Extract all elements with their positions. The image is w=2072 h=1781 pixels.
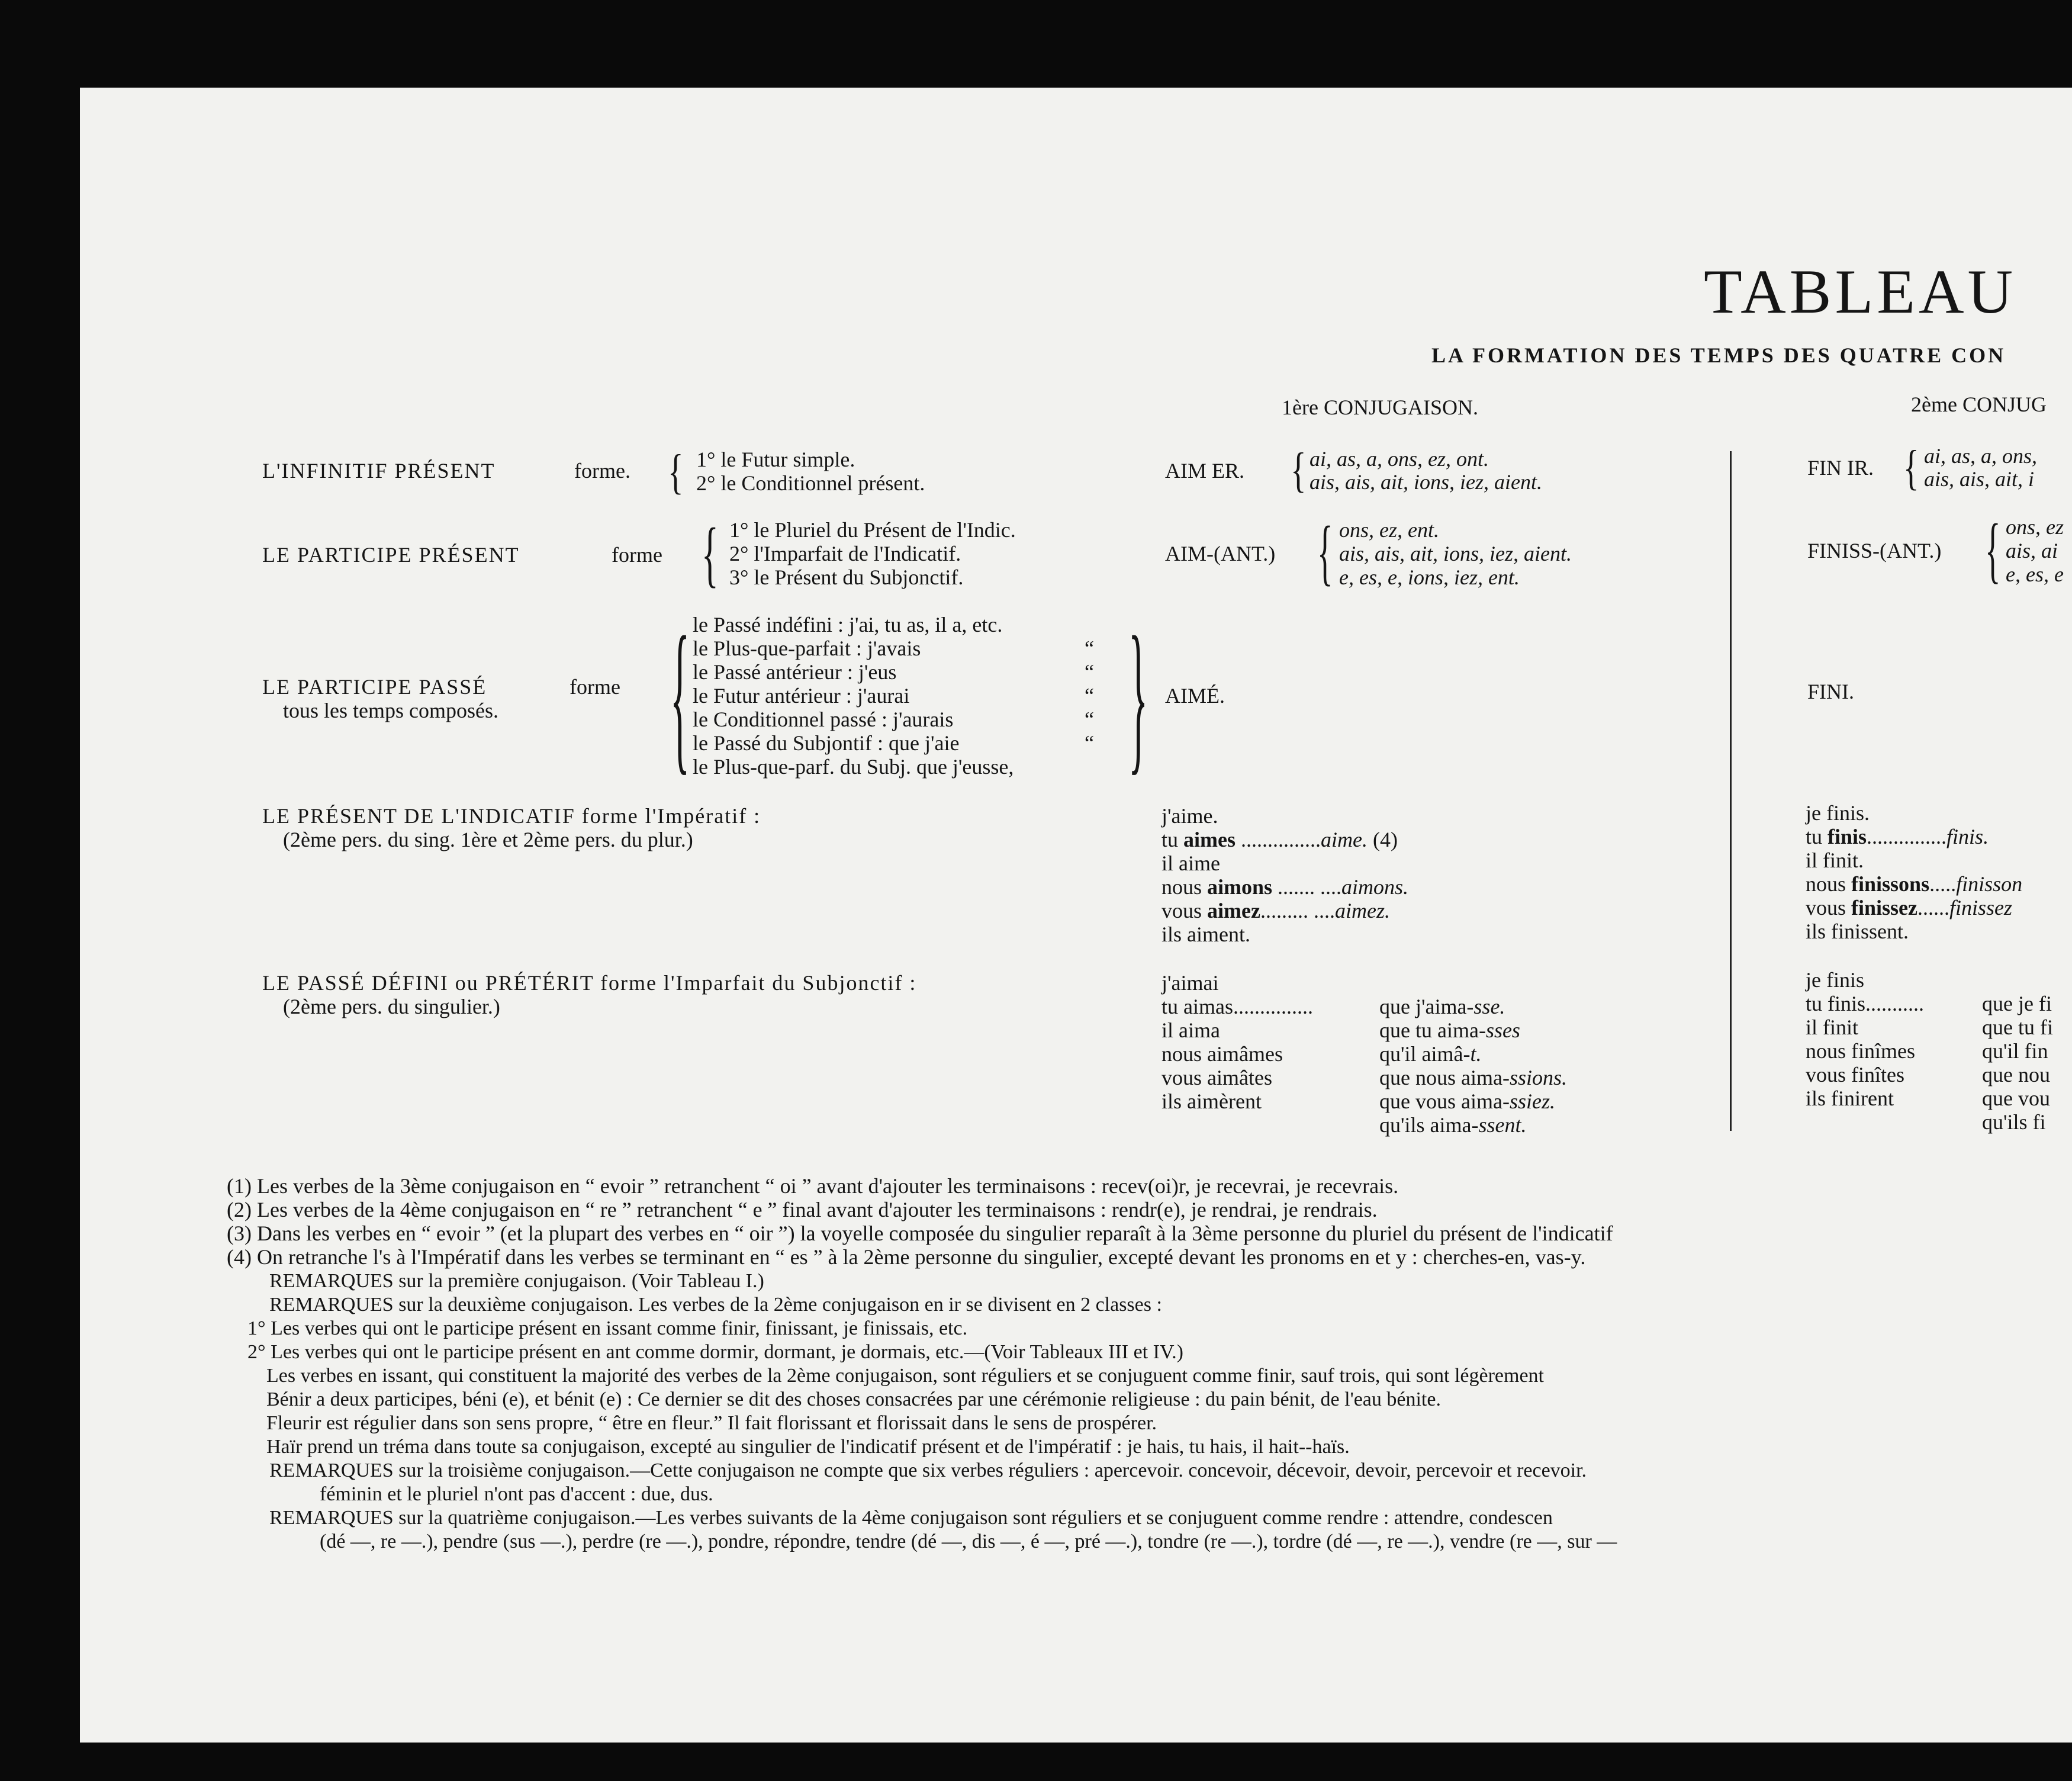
column-divider bbox=[1730, 451, 1732, 1131]
infinitif-verb: forme. bbox=[574, 459, 630, 483]
c2-part-present-ending: ons, ez bbox=[2006, 515, 2064, 539]
ditto-mark: “ bbox=[1085, 636, 1094, 660]
footnote: (1) Les verbes de la 3ème conjugaison en “ evoir ” retranchent “ oi ” avant d'ajouter les terminaisons : recev(oi)r, je recevrai, je recevrais. bbox=[227, 1174, 1399, 1198]
part-passe-item: le Conditionnel passé : j'aurais bbox=[693, 708, 954, 731]
c1-infinitif-ending: ais, ais, ait, ions, iez, aient. bbox=[1310, 470, 1543, 494]
c2-indicatif-line: tu finis...............finis. bbox=[1806, 825, 1989, 848]
footnote: (4) On retranche l's à l'Impératif dans les verbes se terminant en “ es ” à la 2ème personne du singulier, excepté devant les pronoms en et y : cherches-en, vas-y. bbox=[227, 1245, 1586, 1269]
c1-defini-left: vous aimâtes bbox=[1162, 1066, 1272, 1089]
col2-heading: 2ème CONJUG bbox=[1911, 393, 2047, 416]
infinitif-label: L'INFINITIF PRÉSENT bbox=[262, 459, 496, 483]
c2-defini-left: nous finîmes bbox=[1806, 1039, 1915, 1063]
remark: Les verbes en issant, qui constituent la majorité des verbes de la 2ème conjugaison, sont réguliers et se conjuguent comme finir, sauf trois, qui sont légèrement bbox=[266, 1365, 1545, 1387]
c1-part-present-ending: e, es, e, ions, iez, ent. bbox=[1339, 565, 1520, 589]
brace: { bbox=[1985, 509, 2001, 590]
infinitif-item: 1° le Futur simple. bbox=[696, 448, 855, 471]
remark: Haïr prend un tréma dans toute sa conjugaison, excepté au singulier de l'indicatif présent et de l'impératif : je hais, tu hais, il hait--haïs. bbox=[266, 1436, 1350, 1458]
c1-infinitif-ending: ai, as, a, ons, ez, ont. bbox=[1310, 447, 1489, 471]
c1-indicatif-line: nous aimons ....... ....aimons. bbox=[1162, 875, 1409, 899]
c1-subj-line: que tu aima-sses bbox=[1379, 1018, 1520, 1042]
c2-part-present-stem: FINISS-(ANT.) bbox=[1807, 539, 1942, 562]
infinitif-item: 2° le Conditionnel présent. bbox=[696, 471, 925, 495]
brace: { bbox=[1317, 511, 1333, 593]
c2-infinitif-ending: ai, as, a, ons, bbox=[1924, 444, 2038, 468]
remark: REMARQUES sur la première conjugaison. (Voir Tableau I.) bbox=[269, 1270, 764, 1292]
c2-part-passe: FINI. bbox=[1807, 680, 1854, 703]
ditto-mark: “ bbox=[1085, 731, 1094, 755]
remark: REMARQUES sur la troisième conjugaison.—Cette conjugaison ne compte que six verbes réguliers : apercevoir. concevoir, décevoir, devoir, percevoir et recevoir. bbox=[269, 1459, 1587, 1481]
c2-indicatif-line: il finit. bbox=[1806, 848, 1864, 872]
part-passe-line2: tous les temps composés. bbox=[283, 699, 498, 722]
c1-defini-left: j'aimai bbox=[1162, 971, 1219, 995]
c1-subj-line: qu'ils aima-ssent. bbox=[1379, 1113, 1527, 1137]
remark: 1° Les verbes qui ont le participe présent en issant comme finir, finissant, je finissais, etc. bbox=[247, 1317, 968, 1339]
c1-subj-line: que nous aima-ssions. bbox=[1379, 1066, 1567, 1089]
c1-indicatif-line: il aime bbox=[1162, 851, 1220, 875]
c2-indicatif-line: je finis. bbox=[1806, 801, 1870, 825]
page-subtitle: LA FORMATION DES TEMPS DES QUATRE CON bbox=[1431, 343, 2006, 367]
indicatif-line2: (2ème pers. du sing. 1ère et 2ème pers. du plur.) bbox=[283, 828, 693, 851]
brace: } bbox=[1128, 602, 1148, 789]
footnote: (2) Les verbes de la 4ème conjugaison en “ re ” retranchent “ e ” final avant d'ajouter les terminaisons : rendr(e), je rendrai, je rendrais. bbox=[227, 1198, 1378, 1221]
c2-subj-line: que nou bbox=[1982, 1063, 2050, 1086]
c1-part-present-ending: ons, ez, ent. bbox=[1339, 518, 1439, 542]
part-present-item: 1° le Pluriel du Présent de l'Indic. bbox=[729, 518, 1016, 542]
c1-part-present-ending: ais, ais, ait, ions, iez, aient. bbox=[1339, 542, 1572, 565]
remark: Fleurir est régulier dans son sens propre, “ être en fleur.” Il fait florissant et florissait dans le sens de prospérer. bbox=[266, 1412, 1157, 1434]
c2-subj-line: que je fi bbox=[1982, 992, 2052, 1015]
part-passe-label: LE PARTICIPE PASSÉ bbox=[262, 675, 487, 699]
remark: féminin et le pluriel n'ont pas d'accent : due, dus. bbox=[320, 1483, 713, 1505]
c1-defini-left: nous aimâmes bbox=[1162, 1042, 1283, 1066]
ditto-mark: “ bbox=[1085, 660, 1094, 684]
c1-defini-left: il aima bbox=[1162, 1018, 1220, 1042]
c2-defini-left: ils finirent bbox=[1806, 1086, 1894, 1110]
c1-subj-line: que vous aima-ssiez. bbox=[1379, 1089, 1555, 1113]
c2-defini-left: il finit bbox=[1806, 1015, 1858, 1039]
indicatif-line1: LE PRÉSENT DE L'INDICATIF forme l'Impératif : bbox=[262, 804, 761, 828]
brace: { bbox=[1903, 440, 1919, 495]
col1-heading: 1ère CONJUGAISON. bbox=[1282, 396, 1478, 419]
part-passe-item: le Plus-que-parf. du Subj. que j'eusse, bbox=[693, 755, 1014, 779]
remark: REMARQUES sur la deuxième conjugaison. Les verbes de la 2ème conjugaison en ir se divisent en 2 classes : bbox=[269, 1294, 1162, 1316]
part-passe-item: le Passé indéfini : j'ai, tu as, il a, etc. bbox=[693, 613, 1003, 636]
part-present-label: LE PARTICIPE PRÉSENT bbox=[262, 543, 520, 567]
c1-indicatif-line: vous aimez......... ....aimez. bbox=[1162, 899, 1390, 922]
part-present-item: 2° l'Imparfait de l'Indicatif. bbox=[729, 542, 961, 565]
part-passe-verb: forme bbox=[570, 675, 620, 699]
remark: Bénir a deux participes, béni (e), et bénit (e) : Ce dernier se dit des choses consacrées par une cérémonie religieuse : du pain bénit, de l'eau bénite. bbox=[266, 1388, 1441, 1410]
c2-indicatif-line: ils finissent. bbox=[1806, 920, 1909, 943]
c1-subj-line: que j'aima-sse. bbox=[1379, 995, 1505, 1018]
part-present-item: 3° le Présent du Subjonctif. bbox=[729, 565, 964, 589]
passe-defini-line1: LE PASSÉ DÉFINI ou PRÉTÉRIT forme l'Imparfait du Subjonctif : bbox=[262, 971, 917, 995]
brace: { bbox=[702, 513, 719, 594]
ditto-mark: “ bbox=[1085, 684, 1094, 708]
c2-defini-left: tu finis........... bbox=[1806, 992, 1925, 1015]
ditto-mark: “ bbox=[1085, 708, 1094, 731]
c1-infinitif-stem: AIM ER. bbox=[1165, 459, 1244, 483]
page-title: TABLEAU bbox=[1704, 257, 2017, 326]
c2-infinitif-stem: FIN IR. bbox=[1807, 456, 1874, 480]
c2-part-present-ending: e, es, e bbox=[2006, 562, 2064, 586]
passe-defini-line2: (2ème pers. du singulier.) bbox=[283, 995, 500, 1018]
c2-subj-line: qu'ils fi bbox=[1982, 1110, 2046, 1134]
c2-subj-line: que tu fi bbox=[1982, 1015, 2053, 1039]
c1-defini-left: ils aimèrent bbox=[1162, 1089, 1262, 1113]
part-passe-item: le Futur antérieur : j'aurai bbox=[693, 684, 910, 708]
c2-subj-line: que vou bbox=[1982, 1086, 2050, 1110]
c1-indicatif-line: ils aiment. bbox=[1162, 922, 1250, 946]
c2-indicatif-line: vous finissez......finissez bbox=[1806, 896, 2013, 920]
c1-indicatif-line: j'aime. bbox=[1162, 804, 1218, 828]
c2-infinitif-ending: ais, ais, ait, i bbox=[1924, 467, 2035, 491]
c2-defini-left: je finis bbox=[1806, 968, 1864, 992]
c1-defini-left: tu aimas............... bbox=[1162, 995, 1313, 1018]
brace: { bbox=[670, 602, 690, 789]
c1-part-passe: AIMÉ. bbox=[1165, 684, 1225, 708]
part-passe-item: le Passé du Subjontif : que j'aie bbox=[693, 731, 960, 755]
remark: REMARQUES sur la quatrième conjugaison.—Les verbes suivants de la 4ème conjugaison sont réguliers et se conjuguent comme rendre : attendre, condescen bbox=[269, 1507, 1553, 1529]
footnote: (3) Dans les verbes en “ evoir ” (et la plupart des verbes en “ oir ”) la voyelle composée du singulier reparaît à la 3ème personne du pluriel du présent de l'indicatif bbox=[227, 1221, 1613, 1245]
brace: { bbox=[1291, 442, 1307, 497]
part-passe-item: le Plus-que-parfait : j'avais bbox=[693, 636, 921, 660]
c1-subj-line: qu'il aimâ-t. bbox=[1379, 1042, 1482, 1066]
part-present-verb: forme bbox=[612, 543, 662, 567]
c2-defini-left: vous finîtes bbox=[1806, 1063, 1904, 1086]
c2-subj-line: qu'il fin bbox=[1982, 1039, 2048, 1063]
part-passe-item: le Passé antérieur : j'eus bbox=[693, 660, 897, 684]
c1-part-present-stem: AIM-(ANT.) bbox=[1165, 542, 1276, 565]
remark: 2° Les verbes qui ont le participe présent en ant comme dormir, dormant, je dormais, etc.—(Voir Tableaux III et IV.) bbox=[247, 1341, 1183, 1363]
remark: (dé —, re —.), pendre (sus —.), perdre (re —.), pondre, répondre, tendre (dé —, dis —, é —, pré —.), tondre (re —.), tordre (dé —, re —.), vendre (re —, sur — bbox=[320, 1531, 1617, 1552]
c2-part-present-ending: ais, ai bbox=[2006, 539, 2058, 562]
c1-indicatif-line: tu aimes ...............aime. (4) bbox=[1162, 828, 1398, 851]
c2-indicatif-line: nous finissons.....finisson bbox=[1806, 872, 2023, 896]
brace: { bbox=[668, 444, 684, 499]
